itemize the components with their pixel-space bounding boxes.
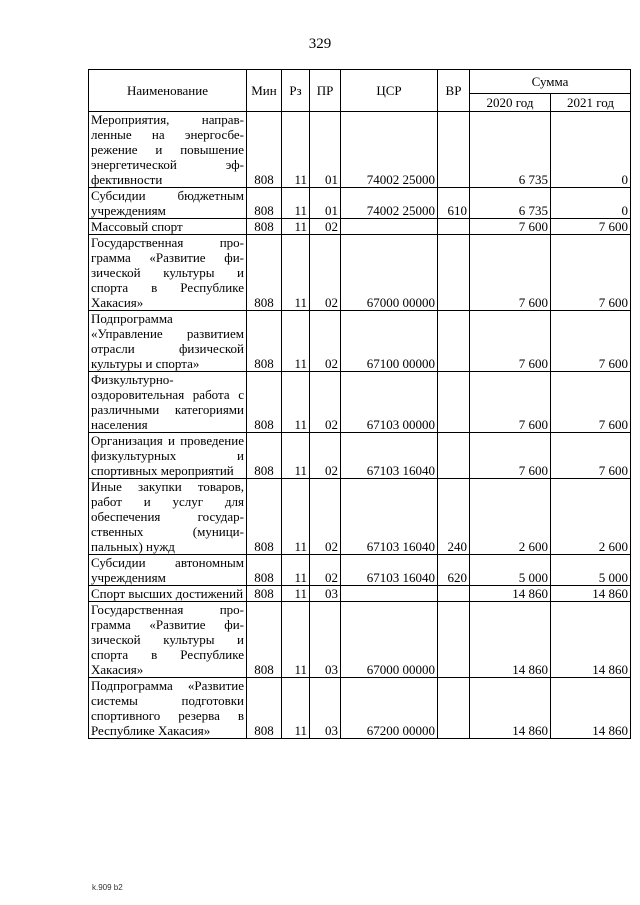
row-2020: 5 000	[470, 555, 551, 586]
row-rz: 11	[282, 372, 310, 433]
row-pr: 02	[310, 235, 341, 311]
table-row	[89, 602, 631, 678]
row-pr: 01	[310, 112, 341, 188]
row-2021: 14 860	[551, 602, 631, 678]
row-2021: 7 600	[551, 219, 631, 235]
row-min: 808	[247, 433, 282, 479]
row-csr: 67000 00000	[341, 235, 438, 311]
row-vr	[438, 678, 470, 739]
row-csr: 67103 00000	[341, 372, 438, 433]
header-min: Мин	[247, 70, 282, 112]
row-rz: 11	[282, 188, 310, 219]
page-number: 329	[308, 36, 332, 52]
row-2021: 0	[551, 112, 631, 188]
row-pr: 03	[310, 586, 341, 602]
row-2020: 14 860	[470, 678, 551, 739]
row-min: 808	[247, 586, 282, 602]
row-rz: 11	[282, 586, 310, 602]
row-pr: 02	[310, 372, 341, 433]
row-name: Организация и проведение физкультурных и спортивных мероприятий	[89, 433, 247, 479]
row-2020: 14 860	[470, 602, 551, 678]
table-row	[89, 112, 631, 188]
row-2021: 7 600	[551, 433, 631, 479]
row-vr: 610	[438, 188, 470, 219]
header-2020: 2020 год	[470, 94, 551, 112]
row-csr	[341, 586, 438, 602]
row-2020: 7 600	[470, 311, 551, 372]
row-csr: 67100 00000	[341, 311, 438, 372]
row-csr: 67103 16040	[341, 555, 438, 586]
row-pr: 02	[310, 433, 341, 479]
row-min: 808	[247, 188, 282, 219]
row-name: Физкультурно-оздоровительная работа с различными категориями населения	[89, 372, 247, 433]
row-2020: 6 735	[470, 188, 551, 219]
table-row	[89, 188, 631, 219]
row-name: Субсидии автономным учреждениям	[89, 555, 247, 586]
row-min: 808	[247, 311, 282, 372]
footer-code: k.909 b2	[92, 883, 123, 892]
header-pr: ПР	[310, 70, 341, 112]
row-rz: 11	[282, 433, 310, 479]
row-name: Подпрограмма «Развитие системы подготовки спортивного резерва в Республике Хакасия»	[89, 678, 247, 739]
row-csr	[341, 219, 438, 235]
header-rz: Рз	[282, 70, 310, 112]
row-2020: 7 600	[470, 433, 551, 479]
row-rz: 11	[282, 602, 310, 678]
row-2021: 7 600	[551, 372, 631, 433]
row-csr: 67200 00000	[341, 678, 438, 739]
row-pr: 03	[310, 678, 341, 739]
row-2020: 7 600	[470, 235, 551, 311]
row-rz: 11	[282, 112, 310, 188]
row-min: 808	[247, 112, 282, 188]
row-name: Государственная программа «Развитие физической культуры и спорта в Республике Хакасия»	[89, 235, 247, 311]
row-pr: 03	[310, 602, 341, 678]
row-2021: 7 600	[551, 311, 631, 372]
row-rz: 11	[282, 235, 310, 311]
row-2021: 0	[551, 188, 631, 219]
budget-table	[88, 69, 631, 739]
row-2020: 7 600	[470, 372, 551, 433]
row-min: 808	[247, 479, 282, 555]
row-vr: 240	[438, 479, 470, 555]
row-2021: 14 860	[551, 678, 631, 739]
row-rz: 11	[282, 311, 310, 372]
row-name: Массовый спорт	[89, 219, 247, 235]
header-sum: Сумма	[470, 70, 631, 94]
table-row	[89, 678, 631, 739]
row-name: Государственная программа «Развитие физической культуры и спорта в Республике Хакасия»	[89, 602, 247, 678]
table-row	[89, 311, 631, 372]
row-min: 808	[247, 219, 282, 235]
table-row	[89, 479, 631, 555]
row-pr: 01	[310, 188, 341, 219]
row-2020: 14 860	[470, 586, 551, 602]
row-pr: 02	[310, 311, 341, 372]
table-row	[89, 372, 631, 433]
row-rz: 11	[282, 555, 310, 586]
row-min: 808	[247, 555, 282, 586]
row-min: 808	[247, 678, 282, 739]
row-pr: 02	[310, 219, 341, 235]
row-vr: 620	[438, 555, 470, 586]
table-row	[89, 586, 631, 602]
header-name: Наименование	[89, 70, 247, 112]
header-csr: ЦСР	[341, 70, 438, 112]
row-vr	[438, 219, 470, 235]
row-pr: 02	[310, 555, 341, 586]
row-name: Субсидии бюджетным учреждениям	[89, 188, 247, 219]
row-vr	[438, 235, 470, 311]
header-2021: 2021 год	[551, 94, 631, 112]
row-vr	[438, 311, 470, 372]
row-2021: 5 000	[551, 555, 631, 586]
table-row	[89, 235, 631, 311]
table-row	[89, 433, 631, 479]
row-2021: 2 600	[551, 479, 631, 555]
table-row	[89, 219, 631, 235]
row-pr: 02	[310, 479, 341, 555]
table-row	[89, 555, 631, 586]
row-name: Подпрограмма «Управление развитием отрасли физической культуры и спорта»	[89, 311, 247, 372]
row-csr: 67103 16040	[341, 479, 438, 555]
row-rz: 11	[282, 479, 310, 555]
row-csr: 74002 25000	[341, 188, 438, 219]
row-2020: 6 735	[470, 112, 551, 188]
header-vr: ВР	[438, 70, 470, 112]
row-2020: 2 600	[470, 479, 551, 555]
row-rz: 11	[282, 678, 310, 739]
row-csr: 67103 16040	[341, 433, 438, 479]
row-min: 808	[247, 372, 282, 433]
row-min: 808	[247, 235, 282, 311]
row-vr	[438, 433, 470, 479]
row-vr	[438, 372, 470, 433]
row-name: Иные закупки товаров, работ и услуг для обеспечения государственных (муниципальных) нужд	[89, 479, 247, 555]
row-name: Мероприятия, направленные на энергосбережение и повышение энергетической эффективности	[89, 112, 247, 188]
row-name: Спорт высших достижений	[89, 586, 247, 602]
row-csr: 74002 25000	[341, 112, 438, 188]
row-min: 808	[247, 602, 282, 678]
row-rz: 11	[282, 219, 310, 235]
row-vr	[438, 112, 470, 188]
row-2021: 14 860	[551, 586, 631, 602]
row-2020: 7 600	[470, 219, 551, 235]
row-vr	[438, 602, 470, 678]
table-body	[89, 112, 631, 739]
row-2021: 7 600	[551, 235, 631, 311]
row-csr: 67000 00000	[341, 602, 438, 678]
row-vr	[438, 586, 470, 602]
